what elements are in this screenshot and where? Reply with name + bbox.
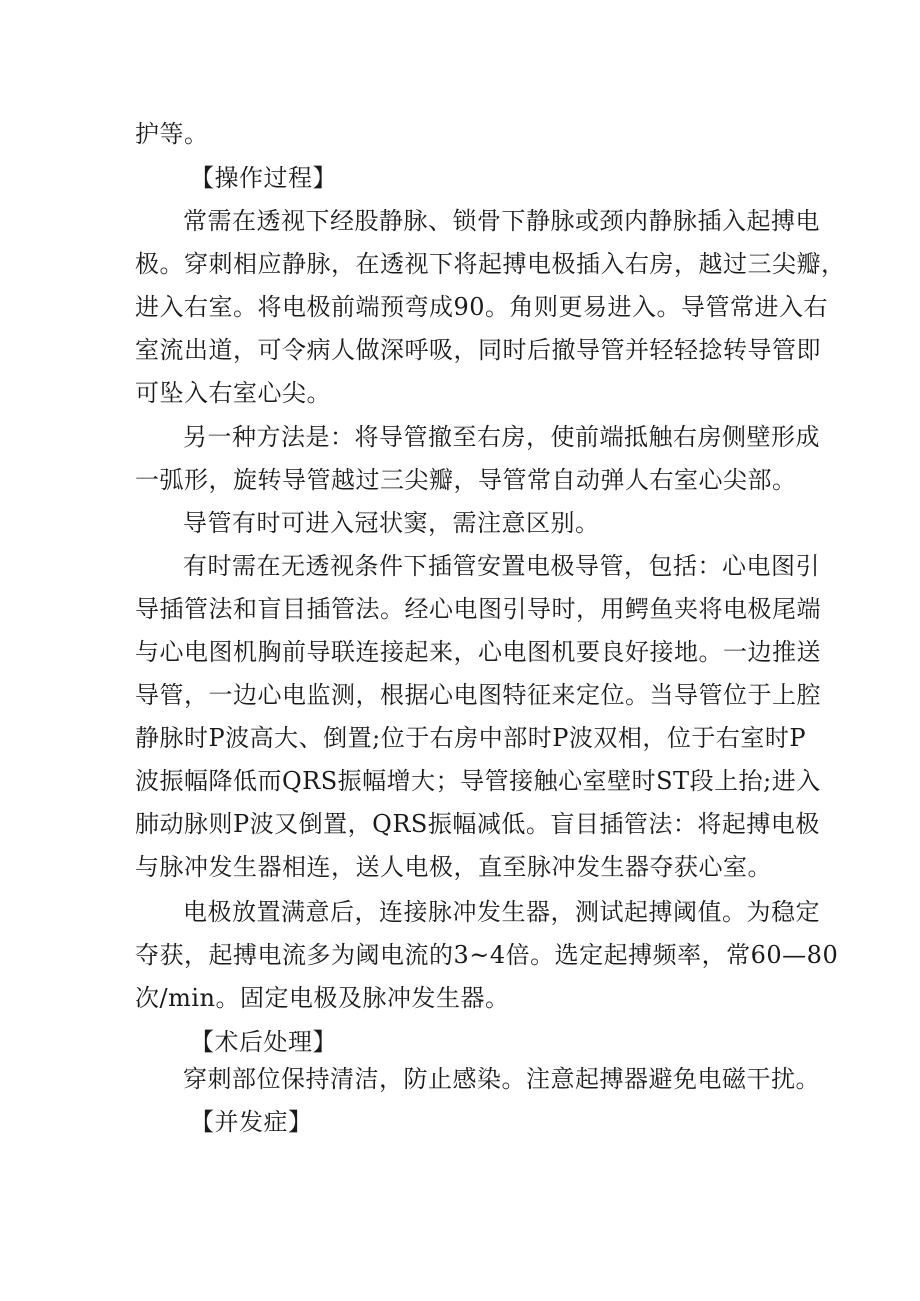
text-line: 有时需在无透视条件下插管安置电极导管，包括：心电图引	[183, 552, 820, 580]
text-line: 静脉时P波高大、倒置;位于右房中部时P波双相，位于右室时P	[135, 724, 807, 752]
section-heading-postop: 【术后处理】	[190, 1028, 337, 1056]
text-line: 导管，一边心电监测，根据心电图特征来定位。当导管位于上腔	[135, 681, 821, 709]
section-heading-procedure: 【操作过程】	[190, 164, 337, 192]
text-line: 与心电图机胸前导联连接起来，心电图机要良好接地。一边推送	[135, 638, 821, 666]
section-heading-complications: 【并发症】	[190, 1108, 313, 1136]
text-line: 与脉冲发生器相连，送人电极，直至脉冲发生器夺获心室。	[135, 853, 772, 881]
text-line: 一弧形，旋转导管越过三尖瓣，导管常自动弹人右室心尖部。	[135, 466, 797, 494]
text-line: 可坠入右室心尖。	[135, 379, 331, 407]
text-line: 肺动脉则P波又倒置，QRS振幅减低。盲目插管法：将起搏电极	[135, 810, 820, 838]
text-line: 夺获，起搏电流多为阈电流的3~4倍。选定起搏频率，常60—80	[135, 941, 839, 969]
text-line: 另一种方法是：将导管撤至右房，使前端抵触右房侧壁形成	[183, 423, 820, 451]
text-line: 导插管法和盲目插管法。经心电图引导时，用鳄鱼夹将电极尾端	[135, 595, 821, 623]
text-line: 极。穿刺相应静脉，在透视下将起搏电极插入右房，越过三尖瓣，	[135, 250, 846, 278]
text-line: 室流出道，可令病人做深呼吸，同时后撤导管并轻轻捻转导管即	[135, 336, 821, 364]
text-line: 护等。	[135, 120, 209, 148]
text-line: 穿刺部位保持清洁，防止感染。注意起搏器避免电磁干扰。	[183, 1065, 820, 1093]
text-line: 导管有时可进入冠状窦，需注意区别。	[183, 509, 600, 537]
text-line: 次/min。固定电极及脉冲发生器。	[135, 984, 510, 1012]
text-line: 电极放置满意后，连接脉冲发生器，测试起搏阈值。为稳定	[183, 898, 820, 926]
text-line: 常需在透视下经股静脉、锁骨下静脉或颈内静脉插入起搏电	[183, 207, 820, 235]
text-line: 进入右室。将电极前端预弯成90。角则更易进入。导管常进入右	[135, 293, 829, 321]
text-line: 波振幅降低而QRS振幅增大；导管接触心室壁时ST段上抬;进入	[135, 767, 821, 795]
